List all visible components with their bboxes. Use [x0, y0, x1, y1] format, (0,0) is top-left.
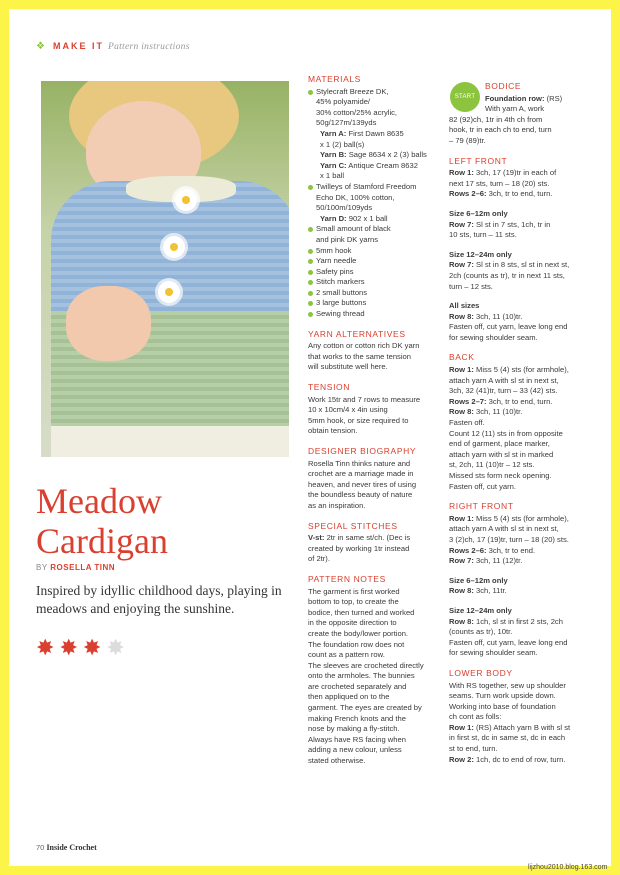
header-subtitle: Pattern instructions [107, 42, 190, 52]
left-front-heading: LEFT FRONT [449, 155, 508, 166]
instructions-column: BODICE Foundation row: (RS) With yarn A, work 82 (92)ch, 1tr in 4th ch from hook, tr in each ch to end, turn – 79 (89)tr. LEFT FRONT Row 1: 3ch, 17 (19)tr in each of next 17 sts, turn – 18 (20) sts. Rows 2–6: 3ch, tr to end, turn. Size 6–12m only Row 7: Sl st in 7 sts, 1ch, tr in 10 sts, turn – 11 sts. Size 12–24m only Row 7: Sl st in 8 sts, sl st in next st, 2ch (counts as tr), tr in next 11 sts, turn – 12 sts. All sizes Row 8: 3ch, 11 (10)tr. Fasten off, cut yarn, leave long end for sewing shoulder seam. BACK Row 1: Miss 5 (4) sts (for armhole), attach yarn A with sl st in next st, 3ch, 32 (41)tr, turn – 33 (42) sts. Rows 2–7: 3ch, tr to end, turn. Row 8: 3ch, 11 (10)tr. Fasten off. Count 12 (11) sts in from opposite end of garment, place marker, attach yarn with sl st in marked st, 2ch, 11 (10)tr – 12 sts. Missed sts form neck opening. Fasten off, cut yarn. RIGHT FRONT Row 1: Miss 5 (4) sts (for armhole), attach yarn A with sl st in next st, 3 (2)ch, 17 (19)tr, turn – 18 (20) sts. Rows 2–6: 3ch, tr to end. Row 7: 3ch, 11 (12)tr. Size 6–12m only Row 8: 3ch, 11tr. Size 12–24m only Row 8: 1ch, sl st in first 2 sts, 2ch (counts as tr), 10tr. Fasten off, cut yarn, leave long end for sewing shoulder seam. LOWER BODY With RS together, sew up shoulder seams. Turn work upside down. Working into base of foundation ch cont as folls: Row 1: (RS) Attach yarn B with sl st in first st, dc in same st, dc in each st to end, turn. Row 2: 1ch, dc to end of row, turn. [449, 81, 581, 765]
material-item: Twilleys of Stamford Freedom Echo DK, 100% cotton, 50/100m/109yds Yarn D: 902 x 1 ball [308, 182, 440, 224]
bullet-icon [308, 227, 313, 232]
difficulty-star-filled-icon: ✸ [82, 635, 102, 660]
daisy-button-icon [158, 281, 180, 303]
start-badge: START [450, 82, 480, 112]
bodice-section: BODICE Foundation row: (RS) With yarn A, work [449, 81, 581, 115]
title-line-2: Cardigan [36, 521, 168, 561]
watermark: lijzhou2010.blog.163.com [528, 864, 608, 871]
difficulty-star-filled-icon: ✸ [36, 635, 55, 660]
all-sizes-heading: All sizes [449, 301, 480, 311]
size-12-24m-heading: Size 12–24m only [449, 249, 512, 259]
difficulty-rating [36, 635, 125, 660]
material-item: Safety pins [308, 267, 440, 278]
size-6-12m-heading: Size 6–12m only [449, 575, 508, 585]
daisy-button-icon [163, 236, 185, 258]
difficulty-star-filled-icon: ✸ [59, 635, 78, 660]
difficulty-star-empty-icon: ✸ [106, 635, 125, 660]
diamond-icon: ❖ [36, 41, 47, 52]
pattern-notes-text: The garment is first worked bottom to top, to create the bodice, then turned and worked in the opposite direction to create the body/lower portion. The foundation row does not count as a pattern row. The sleeves are crocheted directly onto the armholes. The bunnies are crocheted separately and then appliqued on to the garment. The eyes are created by making French knots and the nose by making a fly-stitch. Always have RS facing when adding a new colour, unless stated otherwise. [308, 586, 424, 766]
special-stitches-heading: SPECIAL STITCHES [308, 520, 398, 531]
title-line-1: Meadow [36, 481, 162, 521]
bodice-heading: BODICE [485, 81, 522, 91]
bullet-icon [308, 280, 313, 285]
material-item: 5mm hook [308, 246, 440, 257]
bullet-icon [308, 312, 313, 317]
page-footer [36, 843, 97, 852]
materials-heading: MATERIALS [308, 74, 361, 84]
materials-column [308, 74, 440, 767]
bullet-icon [308, 259, 313, 264]
page-title [36, 481, 168, 561]
size-6-12m-heading: Size 6–12m only [449, 208, 508, 218]
byline [36, 563, 115, 572]
bullet-icon [308, 270, 313, 275]
intro-text: Inspired by idyllic childhood days, playing in meadows and enjoying the sunshine. [36, 583, 282, 616]
tension-heading: TENSION [308, 382, 350, 393]
daisy-button-icon [175, 189, 197, 211]
bullet-icon [308, 185, 313, 190]
yarn-alternatives-heading: YARN ALTERNATIVES [308, 328, 406, 339]
tension-text: Work 15tr and 7 rows to measure 10 x 10cm/4 x 4in using 5mm hook, or size required to obtain tension. [308, 394, 421, 436]
right-front-heading: RIGHT FRONT [449, 501, 514, 512]
author-name: ROSELLA TINN [50, 563, 116, 572]
yarn-alternatives-text: Any cotton or cotton rich DK yarn that works to the same tension will substitute well here. [308, 341, 420, 372]
material-item: Stitch markers [308, 277, 440, 288]
lower-body-heading: LOWER BODY [449, 667, 513, 678]
section-header [36, 41, 190, 52]
bullet-icon [308, 291, 313, 296]
material-item: Sewing thread [308, 309, 440, 320]
material-item: 2 small buttons [308, 288, 440, 299]
page-number: 70 [36, 843, 45, 852]
bullet-icon [308, 301, 313, 306]
cardigan-photo [41, 81, 289, 457]
byline-prefix: BY [36, 563, 48, 572]
special-stitches-text: V-st: 2tr in same st/ch. (Dec is created by working 1tr instead of 2tr). [308, 533, 411, 564]
material-item: Small amount of black and pink DK yarns [308, 224, 440, 245]
pattern-notes-heading: PATTERN NOTES [308, 573, 386, 584]
designer-heading: DESIGNER BIOGRAPHY [308, 446, 417, 456]
material-item: 3 large buttons [308, 298, 440, 309]
material-item: Stylecraft Breeze DK, 45% polyamide/ 30% cotton/25% acrylic, 50g/127m/139yds Yarn A: First Dawn 8635 x 1 (2) ball(s) Yarn B: Sage 8634 x 2 (3) balls Yarn C: Antique Cream 8632 x 1 ball [308, 87, 440, 182]
size-12-24m-heading: Size 12–24m only [449, 605, 512, 615]
back-heading: BACK [449, 352, 475, 363]
designer-text: Rosella Tinn thinks nature and crochet are a marriage made in heaven, and never tires of using the boundless beauty of nature as an inspiration. [308, 458, 417, 510]
bullet-icon [308, 249, 313, 254]
bullet-icon [308, 90, 313, 95]
make-it-label: MAKE IT [52, 41, 104, 51]
material-item: Yarn needle [308, 256, 440, 267]
magazine-name: Inside Crochet [46, 843, 97, 852]
